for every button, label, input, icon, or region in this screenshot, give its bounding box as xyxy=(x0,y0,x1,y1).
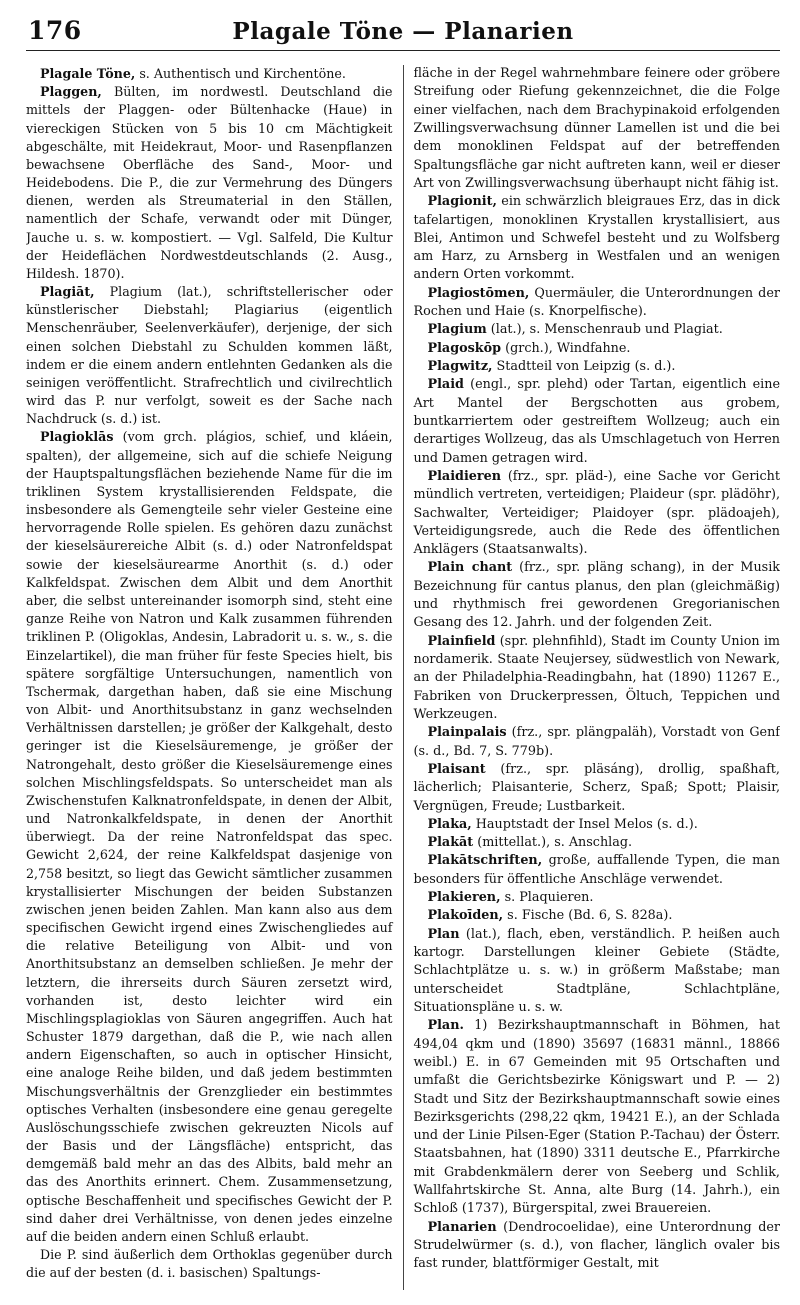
entry-text: Stadtteil von Leipzig (s. d.). xyxy=(492,359,676,374)
headword: Plakātschriften, xyxy=(427,853,543,869)
entry-plainpalais xyxy=(414,724,781,761)
entry-text: (grch.), Windfahne. xyxy=(501,340,631,356)
headword: Plagioklās xyxy=(40,429,114,445)
headword: Plagale Töne, xyxy=(40,66,136,81)
entry-plagwitz xyxy=(414,358,781,376)
entry-text: (frz., spr. pläsáng), drollig, spaßhaft, lächerlich; Plaisanterie, Scherz, Spaß; Spott; Plaisir, Vergnügen, Freude; Lustbarkeit. xyxy=(413,761,780,814)
entry-text: (frz., spr. pläng schang), in der Musik Bezeichnung für cantus planus, den plan (gleichmäßig) und rhythmisch frei gewordenen Gregorianischen Gesang des 12. Jahrh. und der folgenden Zeit. xyxy=(413,560,780,631)
left-column xyxy=(26,65,403,1290)
entry-text: Plagium (lat.), schriftstellerischer oder künstlerischer Diebstahl; Plagiarius (eigentlich Menschenräuber, Seelenverkäufer), derjenige, der sich einen solchen Diebstahl zu Schulden kommen läßt, indem er die einem andern entlehnten Gedanken als die seinigen veröffentlicht. Strafrechtlich und civilrechtlich wird das P. nur verfolgt, soweit es der Sache nach Nachdruck (s. d.) ist. xyxy=(26,284,393,427)
headword: Plagoskōp xyxy=(427,340,502,356)
entry-text: (frz., spr. pläd-), eine Sache vor Gericht mündlich vertreten, verteidigen; Plaideur (spr. plädöhr), Sachwalter, Verteidiger; Plaidoyer (spr. plädoajeh), Verteidigungsrede, auch die Rede des öffentlichen Anklägers (Staatsanwalts). xyxy=(413,468,780,558)
headword: Plain chant xyxy=(427,560,513,576)
headword: Plaid xyxy=(427,377,464,393)
entry-plan xyxy=(414,926,781,1018)
headword: Plan. xyxy=(427,1018,464,1034)
entry-plagioklas-cont xyxy=(26,1246,393,1282)
entry-text: (spr. plehnfihld), Stadt im County Union im nordamerik. Staate Neujersey, südwestlich von Newark, an der Philadelphia-Readingbahn, hat (1890) 11267 E., Fabriken von Druckerpressen, Öltuch, Teppichen und Werkzeugen. xyxy=(413,633,780,722)
entry-text: ein schwärzlich bleigraues Erz, das in dick tafelartigen, monoklinen Krystallen krystallisiert, aus Blei, Antimon und Schwefel besteht und zu Wolfsberg am Harz, zu Arnsberg in Westfalen und an wenigen andern Orten vorkommt. xyxy=(413,194,780,283)
entry-plakat xyxy=(414,834,781,852)
headword: Plagiāt, xyxy=(40,284,95,300)
headword: Plagionit, xyxy=(427,194,497,210)
entry-plainchant xyxy=(414,559,781,632)
entry-text: (lat.), s. Menschenraub und Plagiat. xyxy=(486,322,723,338)
entry-text: (frz., spr. plängpaläh), Vorstadt von Genf (s. d., Bd. 7, S. 779b). xyxy=(413,725,780,759)
entry-text: Die P. sind äußerlich dem Orthoklas gegenüber durch die auf der besten (d. i. basischen) Spaltungs- xyxy=(26,1247,393,1281)
entry-plainfield xyxy=(414,633,781,725)
right-column xyxy=(403,65,781,1290)
headword: Plainpalais xyxy=(427,725,507,741)
entry-text: Hauptstadt der Insel Melos (s. d.). xyxy=(471,816,698,832)
headword: Plaidieren xyxy=(427,468,502,484)
entry-text: große, auffallende Typen, die man besonders für öffentliche Anschläge verwendet. xyxy=(413,853,780,887)
headword: Plakieren, xyxy=(427,890,501,906)
entry-plan-bohmen xyxy=(414,1017,781,1218)
entry-text: (engl., spr. plehd) oder Tartan, eigentlich eine Art Mantel der Bergschotten aus grobem, buntkarriertem oder gestreiftem Wollzeug; auch ein derartiges Wollzeug, das als Umschlagetuch von Herren und Damen getragen wird. xyxy=(413,377,780,466)
headword: Plainfield xyxy=(427,633,496,649)
entry-plakoiden xyxy=(414,907,781,925)
entry-plaka xyxy=(414,816,781,834)
page-header xyxy=(26,10,780,51)
entry-plagium xyxy=(414,321,781,339)
entry-plagoskop xyxy=(414,340,781,358)
headword: Plakāt xyxy=(427,835,474,851)
entry-text: s. Plaquieren. xyxy=(500,890,594,906)
entry-plagiat xyxy=(26,283,393,428)
headword: Plagiostōmen, xyxy=(427,285,530,301)
entry-plaidieren xyxy=(414,468,781,560)
headword: Plaka, xyxy=(427,816,472,832)
entry-text: fläche in der Regel wahrnehmbare feinere oder gröbere Streifung oder Riefung gekennzeichnet, die die Folge einer vielfachen, nach dem Brachypinakoid erfolgenden Zwillingsverwachsung dünner Lamellen ist und die bei dem monoklinen Feldspat auf der betreffenden Spaltungsfläche gar nicht auftreten kann, weil er dieser Art von Zwillingsverwachsung überhaupt nicht fähig ist. xyxy=(413,66,780,191)
entry-text: s. Fische (Bd. 6, S. 828a). xyxy=(503,908,673,924)
headword: Plan xyxy=(427,926,460,942)
entry-text: s. Authentisch und Kirchentöne. xyxy=(135,66,346,81)
entry-text: 1) Bezirkshauptmannschaft in Böhmen, hat 494,04 qkm und (1890) 35697 (16831 männl., 18866 weibl.) E. in 67 Gemeinden mit 95 Ortschaften und umfaßt die Gerichtsbezirke Königswart und P. — 2) Stadt und Sitz der Bezirkshauptmannschaft sowie eines Bezirksgerichts (298,22 qkm, 19421 E.), an der Schlada und der Linie Pilsen-Eger (Station P.-Tachau) der Österr. Staatsbahnen, hat (1890) 3311 deutsche E., Pfarrkirche mit Grabdenkmälern derer von Seeberg und Schlik, Wallfahrtskirche St. Anna, alte Burg (14. Jahrh.), ein Schloß (1737), Bürgerspital, zwei Brauereien. xyxy=(413,1018,780,1217)
entry-plakatschriften xyxy=(414,852,781,889)
running-title: Plagale Töne — Planarien xyxy=(232,18,574,45)
entry-plaisant xyxy=(414,761,781,816)
entry-plagioklas-cont2 xyxy=(414,65,781,193)
entry-plaggen xyxy=(26,83,393,283)
headword: Plagium xyxy=(427,322,487,338)
entry-plaid xyxy=(414,376,781,468)
entry-text: (vom grch. plágios, schief, und kláein, spalten), der allgemeine, sich auf die schiefe Neigung der Hauptspaltungsflächen beziehende Name für die im triklinen System krystallisierenden Feldspate, die insbesondere als Gemengteile sehr vieler Gesteine eine hervorragende Rolle spielen. Es gehören dazu zunächst der kieselsäurereiche Albit (s. d.) oder Natronfeldspat sowie der kieselsäurearme Anorthit (s. d.) oder Kalkfeldspat. Zwischen dem Albit und dem Anorthit aber, die selbst untereinander isomorph sind, steht eine ganze Reihe von Natron und Kalk zusammen führenden triklinen P. (Oligoklas, Andesin, Labradorit u. s. w., s. die Einzelartikel), die man früher für feste Species hielt, bis spätere sorgfältige Untersuchungen, namentlich von Tschermak, dargethan haben, daß sie eine Mischung von Albit- und Anorthitsubstanz in ganz wechselnden Verhältnissen darstellen; je größer der Kalkgehalt, desto geringer ist die Kieselsäuremenge, je größer der Natrongehalt, desto größer die Kieselsäuremenge eines solchen Mischlingsfeldspats. So unterscheidet man als Zwischenstufen Kalknatronfeldspate, in denen der Albit, und Natronkalkfeldspate, in denen der Anorthit überwiegt. Da der reine Natronfeldspat das spec. Gewicht 2,624, der reine Kalkfeldspat dasjenige von 2,758 besitzt, so liegt das Gewicht sämtlicher zusammen krystallisierter Mischungen der beiden Substanzen zwischen jenen beiden Zahlen. Man kann also aus dem specifischen Gewicht irgend eines Zwischengliedes auf die relative Beteiligung von Albit- und von Anorthitsubstanz an demselben schließen. Je mehr der letztern, die ihrerseits durch Säuren zersetzt wird, vorhanden ist, desto leichter wird ein Mischlingsplagioklas von Säuren angegriffen. Auch hat Schuster 1879 dargethan, daß die P., wie nach allen andern Eigenschaften, so auch in optischer Hinsicht, eine analoge Reihe bilden, und daß jedem bestimmten Mischungsverhältnis der Grenzglieder ein bestimmtes optisches Verhalten (insbesondere eine genau geregelte Auslöschungsschiefe zwischen gekreuzten Nicols auf der Basis und der Längsfläche) entspricht, das demgemäß bald mehr an das des Albits, bald mehr an das des Anorthits erinnert. Chem. Zusammensetzung, optische Beschaffenheit und specifisches Gewicht der P. sind daher drei Verhältnisse, von denen jedes einzelne auf die beiden andern einen Schluß erlaubt. xyxy=(26,429,393,1244)
headword: Plagwitz, xyxy=(427,359,493,374)
headword: Plakoīden, xyxy=(427,908,504,924)
entry-plagioklas xyxy=(26,428,393,1246)
page-number: 176 xyxy=(28,16,82,45)
entry-text: Quermäuler, die Unterordnungen der Rochen und Haie (s. Knorpelfische). xyxy=(413,285,780,320)
text-columns xyxy=(26,65,780,1290)
headword: Planarien xyxy=(427,1219,497,1235)
entry-plagiostomen xyxy=(414,285,781,322)
entry-planarien xyxy=(414,1219,781,1274)
entry-text: Bülten, im nordwestl. Deutschland die mittels der Plaggen- oder Bültenhacke (Haue) in viereckigen Stücken von 5 bis 10 cm Mächtigkeit abgeschälte, mit Heidekraut, Moor- und Rasenpflanzen bewachsene Oberfläche des Sand-, Moor- und Heidebodens. Die P., die zur Vermehrung des Düngers dienen, werden als Streumaterial in den Ställen, namentlich der Schafe, verwandt oder mit Dünger, Jauche u. s. w. kompostiert. — Vgl. Salfeld, Die Kultur der Heideflächen Nordwestdeutschlands (2. Ausg., Hildesh. 1870). xyxy=(26,84,393,281)
entry-text: (lat.), flach, eben, verständlich. P. heißen auch kartogr. Darstellungen kleiner Gebiete (Städte, Schlachtplätze u. s. w.) in größerm Maßstabe; man unterscheidet Stadtpläne, Schlachtpläne, Situationspläne u. s. w. xyxy=(413,926,780,1015)
headword: Plaisant xyxy=(427,761,486,777)
entry-plagale xyxy=(26,65,393,83)
entry-text: (mittellat.), s. Anschlag. xyxy=(473,835,633,851)
entry-plakieren xyxy=(414,889,781,907)
headword: Plaggen, xyxy=(40,84,102,100)
entry-plagionit xyxy=(414,193,781,285)
entry-text: (Dendrocoelidae), eine Unterordnung der Strudelwürmer (s. d.), von flacher, länglich ovaler bis fast runder, blattförmiger Gestalt, mit xyxy=(413,1219,780,1272)
